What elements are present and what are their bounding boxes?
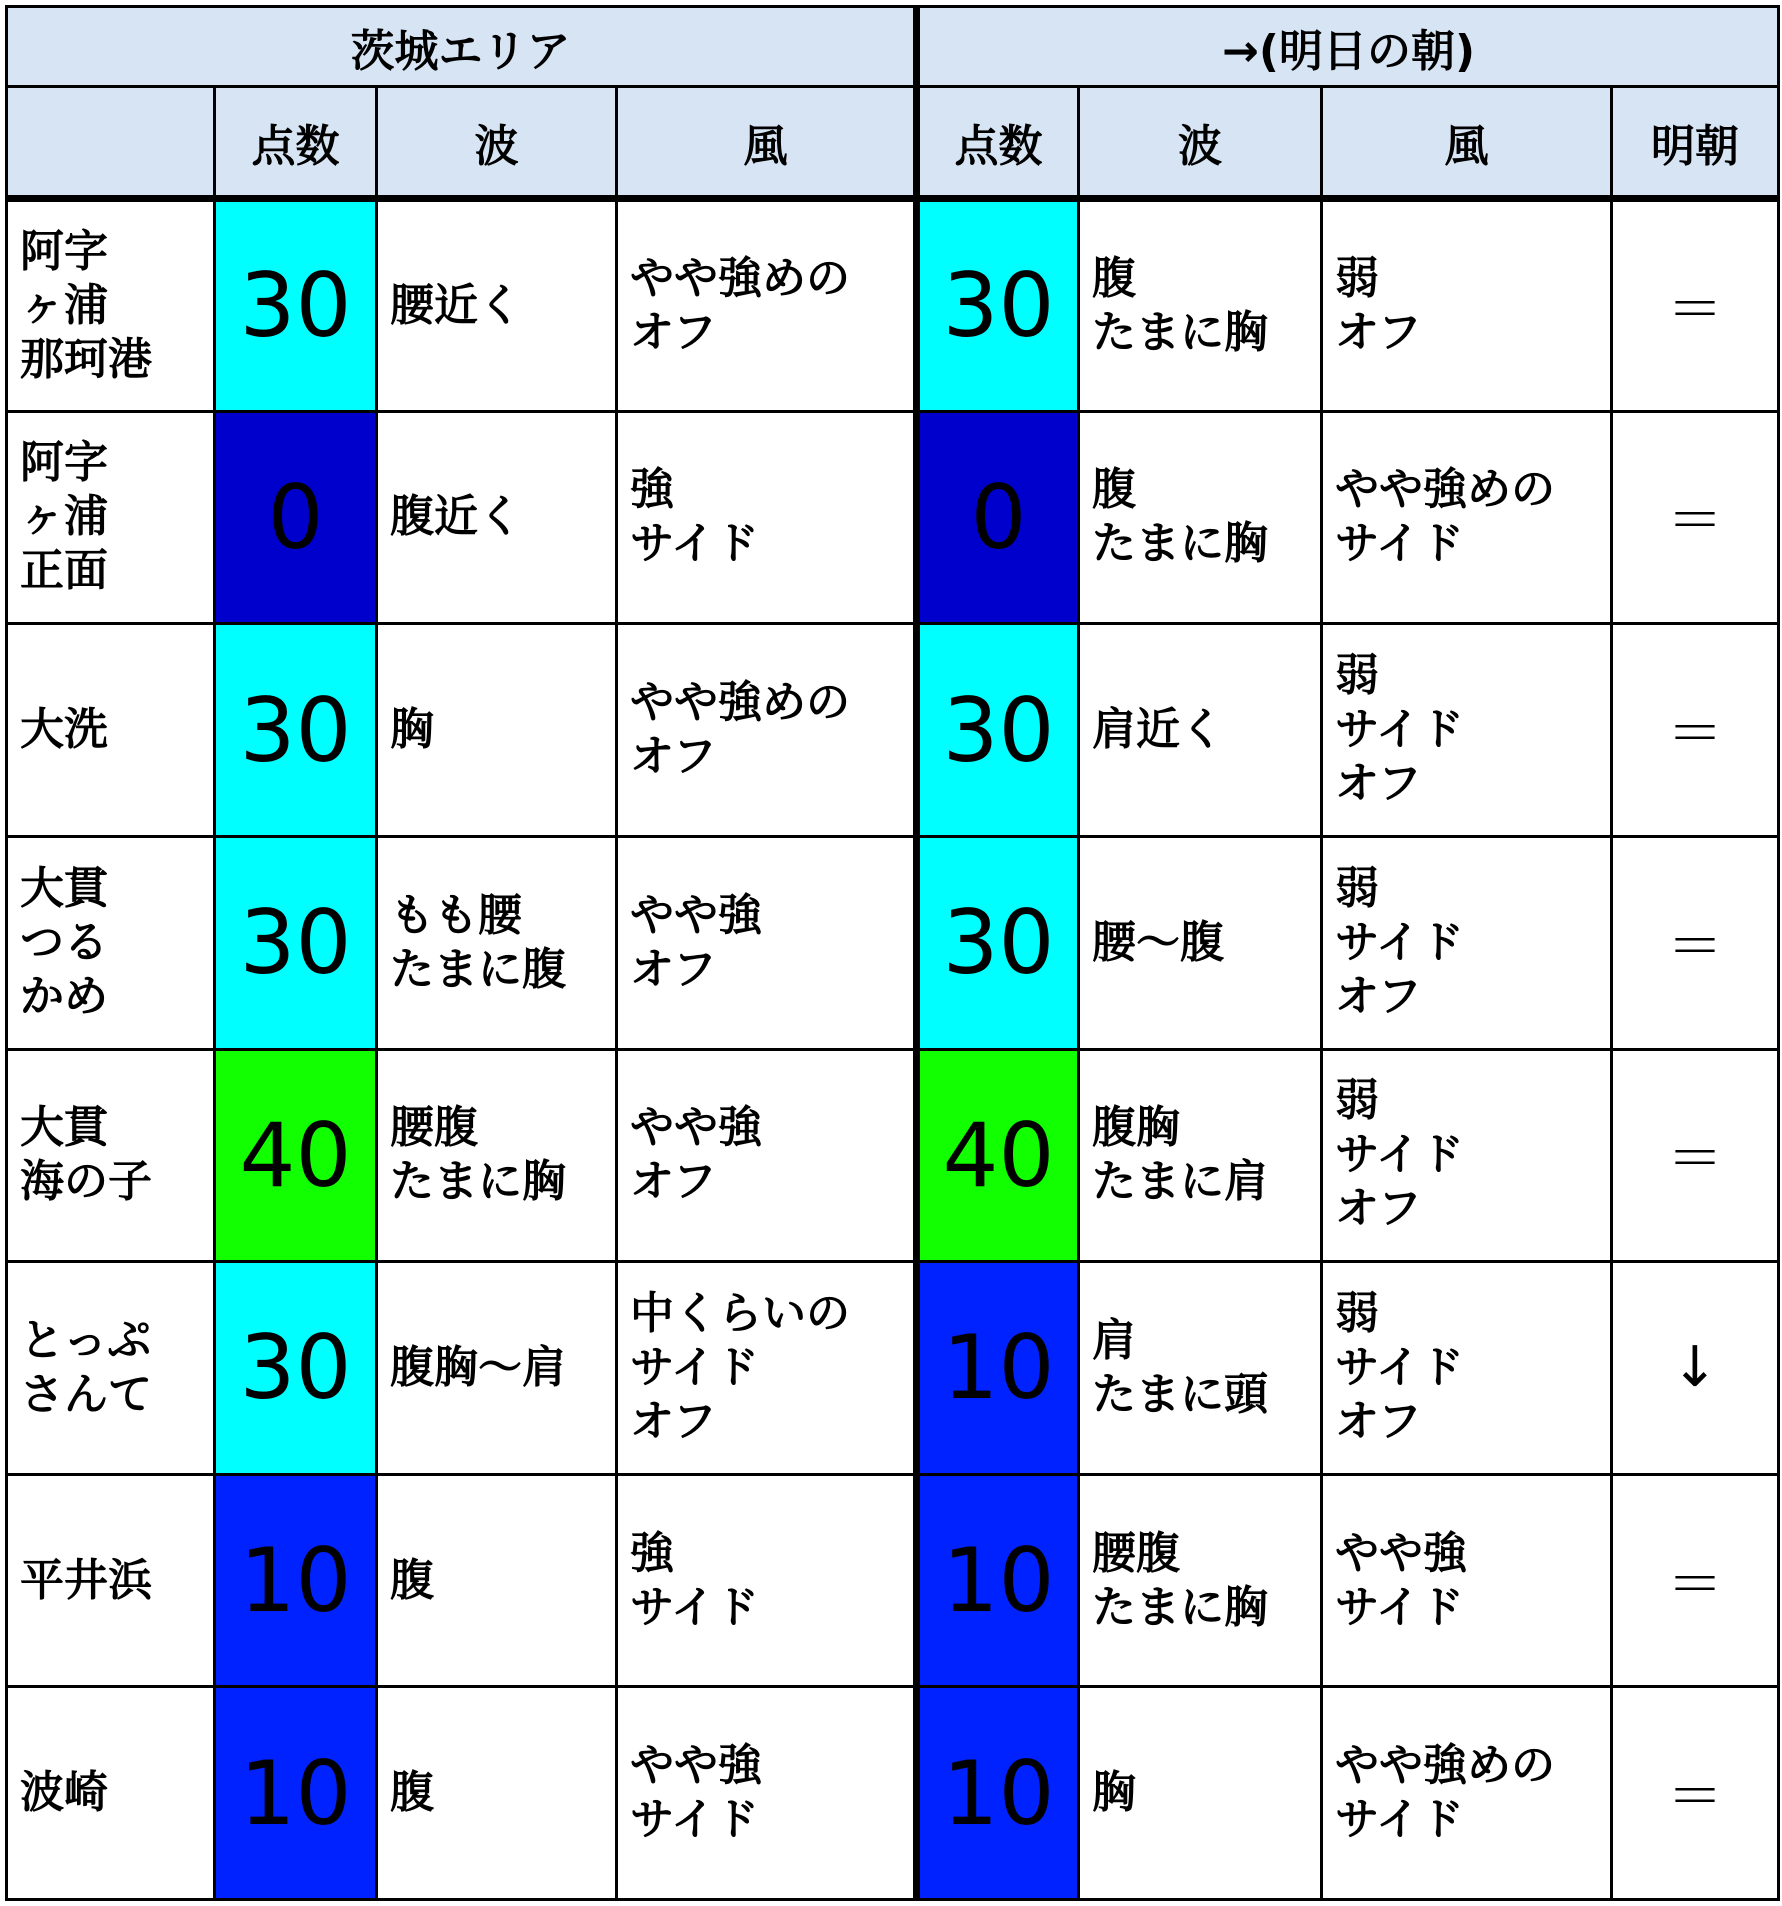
spot-header: [7, 87, 215, 199]
trend-cell: ＝: [1612, 836, 1779, 1049]
score-cell: 10: [215, 1474, 377, 1687]
wind2-cell: やや強めの サイド: [1322, 1687, 1612, 1900]
score-cell: 30: [215, 199, 377, 412]
wind2-cell: 弱 サイド オフ: [1322, 1049, 1612, 1262]
spot-name: 阿字 ヶ浦 那珂港: [7, 199, 215, 412]
wave2-cell: 肩 たまに頭: [1079, 1262, 1322, 1475]
wind2-cell: やや強 サイド: [1322, 1474, 1612, 1687]
wind-cell: やや強めの オフ: [617, 199, 917, 412]
spot-name: 大貫 つる かめ: [7, 836, 215, 1049]
score2-cell: 30: [917, 199, 1079, 412]
score-header: 点数: [215, 87, 377, 199]
wave2-cell: 腹 たまに胸: [1079, 411, 1322, 624]
area-title: 茨城エリア: [7, 7, 917, 87]
wind-cell: 強 サイド: [617, 411, 917, 624]
table-row: [7, 836, 1779, 1049]
wind-cell: やや強 サイド: [617, 1687, 917, 1900]
wave-cell: 腹: [377, 1687, 617, 1900]
trend-header: 明朝: [1612, 87, 1779, 199]
surf-forecast-table: [5, 5, 1780, 1901]
wave-cell: 胸: [377, 624, 617, 837]
wind2-cell: 弱 オフ: [1322, 199, 1612, 412]
spot-name: 波崎: [7, 1687, 215, 1900]
trend-cell: ＝: [1612, 411, 1779, 624]
spot-name: 阿字 ヶ浦 正面: [7, 411, 215, 624]
trend-cell: ＝: [1612, 199, 1779, 412]
wave-cell: 腹近く: [377, 411, 617, 624]
score-cell: 10: [215, 1687, 377, 1900]
score2-cell: 10: [917, 1262, 1079, 1475]
wind-header: 風: [617, 87, 917, 199]
forecast-title: →(明日の朝): [917, 7, 1779, 87]
score-cell: 0: [215, 411, 377, 624]
score2-cell: 30: [917, 624, 1079, 837]
wave2-cell: 腹 たまに胸: [1079, 199, 1322, 412]
wind-cell: 強 サイド: [617, 1474, 917, 1687]
score2-cell: 10: [917, 1687, 1079, 1900]
wave-cell: 腹胸～肩: [377, 1262, 617, 1475]
score2-cell: 30: [917, 836, 1079, 1049]
trend-cell: ＝: [1612, 1687, 1779, 1900]
spot-name: 平井浜: [7, 1474, 215, 1687]
wind2-cell: 弱 サイド オフ: [1322, 624, 1612, 837]
score-cell: 30: [215, 624, 377, 837]
trend-cell: ＝: [1612, 1049, 1779, 1262]
table-row: [7, 1474, 1779, 1687]
score2-cell: 10: [917, 1474, 1079, 1687]
wave2-cell: 腰～腹: [1079, 836, 1322, 1049]
wind-cell: やや強めの オフ: [617, 624, 917, 837]
wind-cell: やや強 オフ: [617, 1049, 917, 1262]
score-cell: 30: [215, 836, 377, 1049]
table-row: [7, 1262, 1779, 1475]
wave2-cell: 胸: [1079, 1687, 1322, 1900]
table-row: [7, 1049, 1779, 1262]
wind2-cell: 弱 サイド オフ: [1322, 836, 1612, 1049]
table-row: [7, 199, 1779, 412]
trend-cell: ↓: [1612, 1262, 1779, 1475]
table-row: [7, 624, 1779, 837]
wave-header: 波: [377, 87, 617, 199]
wave2-cell: 肩近く: [1079, 624, 1322, 837]
wave2-header: 波: [1079, 87, 1322, 199]
wave2-cell: 腰腹 たまに胸: [1079, 1474, 1322, 1687]
wind2-header: 風: [1322, 87, 1612, 199]
wave-cell: 腰近く: [377, 199, 617, 412]
table-row: [7, 411, 1779, 624]
spot-name: 大洗: [7, 624, 215, 837]
wave-cell: もも腰 たまに腹: [377, 836, 617, 1049]
spot-name: 大貫 海の子: [7, 1049, 215, 1262]
score2-cell: 0: [917, 411, 1079, 624]
trend-cell: ＝: [1612, 624, 1779, 837]
wind-cell: 中くらいの サイド オフ: [617, 1262, 917, 1475]
wind-cell: やや強 オフ: [617, 836, 917, 1049]
wave2-cell: 腹胸 たまに肩: [1079, 1049, 1322, 1262]
trend-cell: ＝: [1612, 1474, 1779, 1687]
score-cell: 40: [215, 1049, 377, 1262]
wave-cell: 腰腹 たまに胸: [377, 1049, 617, 1262]
spot-name: とっぷ さんて: [7, 1262, 215, 1475]
wind2-cell: やや強めの サイド: [1322, 411, 1612, 624]
score2-header: 点数: [917, 87, 1079, 199]
wave-cell: 腹: [377, 1474, 617, 1687]
table-row: [7, 1687, 1779, 1900]
wind2-cell: 弱 サイド オフ: [1322, 1262, 1612, 1475]
score2-cell: 40: [917, 1049, 1079, 1262]
score-cell: 30: [215, 1262, 377, 1475]
